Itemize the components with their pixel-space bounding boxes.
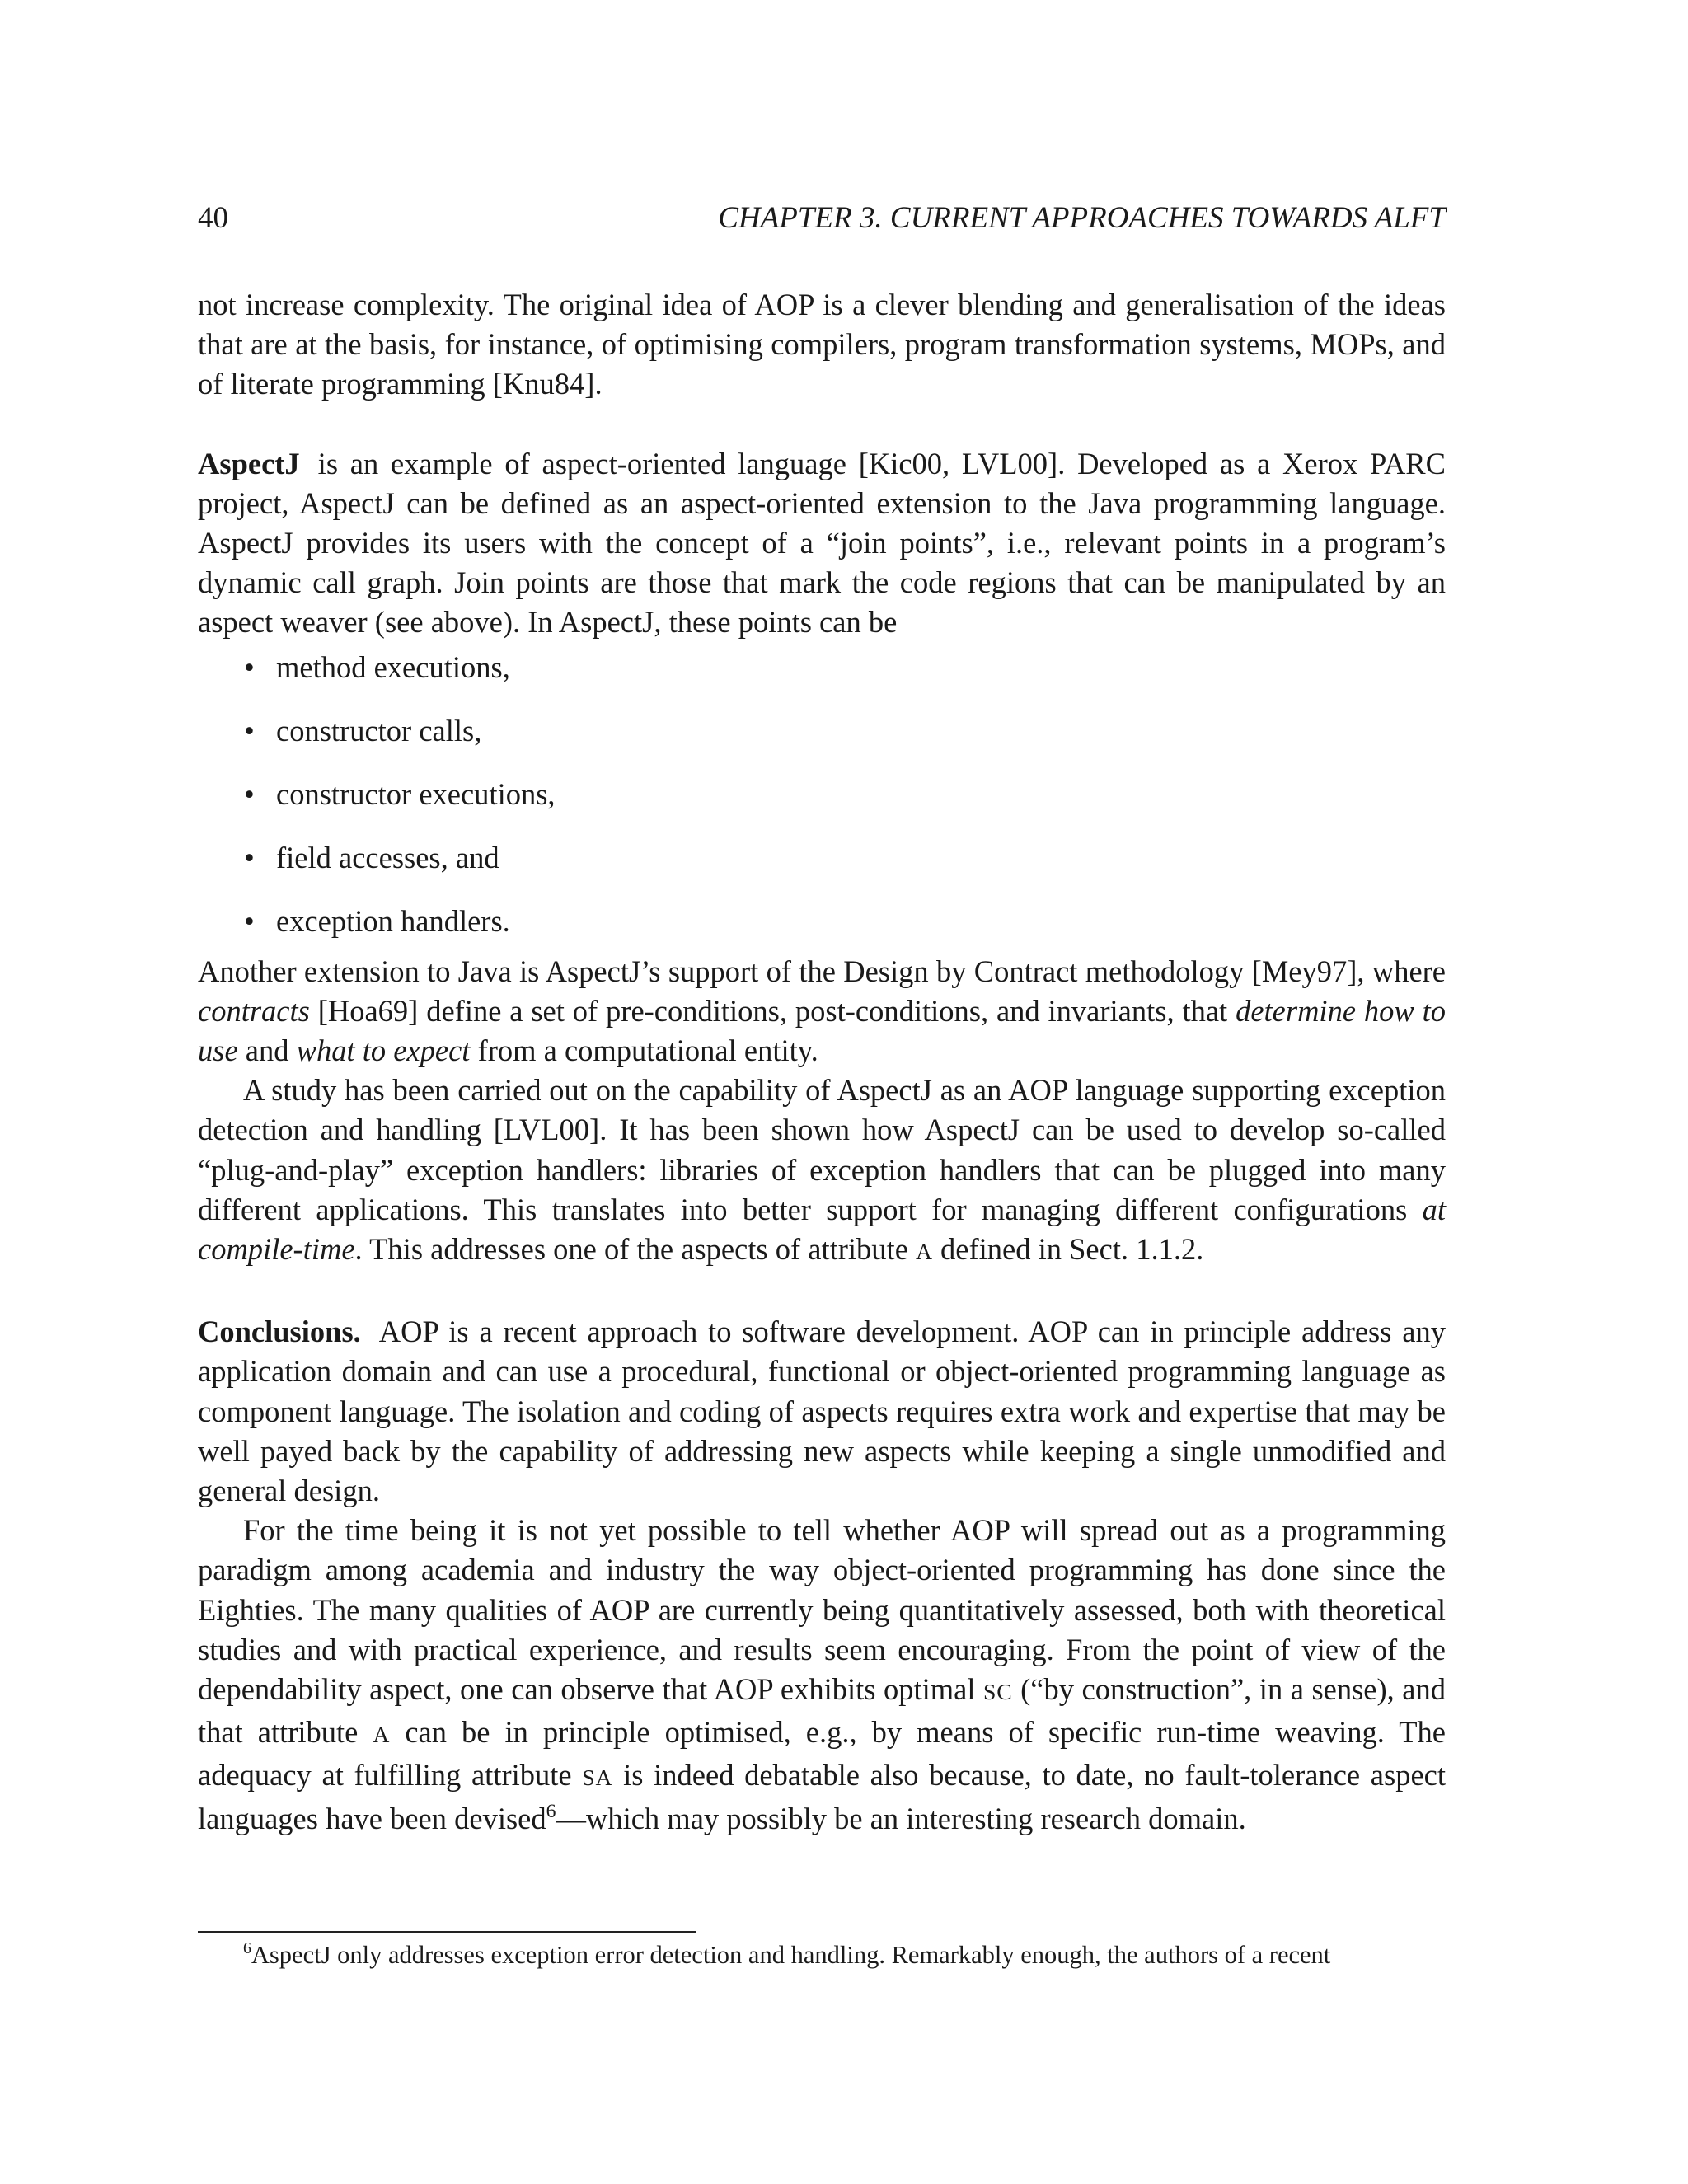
conclusions-text: AOP is a recent approach to software development. AOP can in principle address any application domain and can use a procedural, functional or object-oriented programming language as component language. The isolation and coding of aspects requires extra work and expertise that may be well payed back by the capability of addressing new aspects while keeping a single unmodified and general design. (198, 1315, 1446, 1508)
bullet-icon: • (244, 903, 255, 938)
small-caps-attribute-a: A (373, 1722, 391, 1749)
list-item (198, 838, 1446, 902)
footnote-reference[interactable]: 6 (546, 1800, 556, 1822)
text-run: —which may possibly be an interesting research domain. (556, 1801, 1246, 1835)
text-run: from a computational entity. (470, 1033, 818, 1068)
text-run: For the time being it is not yet possible to tell whether AOP will spread out as a programming paradigm among academia and industry the way object-oriented programming has done since the Eighties. The many qualities of AOP are currently being quantitatively assessed, both with theoretical studies and with practical experience, and results seem encouraging. From the point of view of the dependability aspect, one can observe that AOP exhibits optimal (198, 1513, 1446, 1707)
small-caps-attribute-sa: SA (582, 1765, 613, 1792)
list-item-text: method executions, (276, 649, 510, 684)
chapter-title: CHAPTER 3. CURRENT APPROACHES TOWARDS ALFT (718, 201, 1446, 235)
join-points-list (198, 648, 1446, 947)
list-item-text: field accesses, and (276, 840, 499, 874)
page-number: 40 (198, 201, 228, 235)
small-caps-attribute-a: A (916, 1240, 933, 1266)
footnote-text: AspectJ only addresses exception error detection and handling. Remarkably enough, the authors of a recent (251, 1941, 1331, 1969)
running-head (198, 198, 1446, 239)
bullet-icon: • (244, 649, 255, 684)
body-text (198, 285, 1446, 1839)
italic-at-compile-time: at compile-time (198, 1192, 1446, 1267)
paragraph-aspectj-study (198, 1071, 1446, 1272)
text-run: can be in principle optimised, e.g., by means of specific run-time weaving. The adequacy at fulfilling attribute (198, 1715, 1447, 1793)
paragraph-aop-intro (198, 285, 1446, 405)
paragraph-aop-intro-text: not increase complexity. The original idea of AOP is a clever blending and generalisation of the ideas that are at the basis, for instance, of optimising compilers, program transformation systems, MOPs, and of literate programming [Knu84]. (198, 288, 1446, 401)
paragraph-aspectj (198, 444, 1446, 643)
conclusions-heading: Conclusions. (198, 1315, 361, 1349)
footnote-marker: 6 (243, 1939, 251, 1958)
footnote (198, 1938, 1446, 1971)
bullet-icon: • (244, 713, 255, 748)
text-run: and (237, 1033, 297, 1068)
text-run: is indeed debatable also because, to date, no fault-tolerance aspect languages have been devised (198, 1758, 1447, 1835)
text-run: . This addresses one of the aspects of attribute (354, 1232, 917, 1267)
aspectj-text: is an example of aspect-oriented language [Kic00, LVL00]. Developed as a Xerox PARC project, AspectJ can be defined as an aspect-oriented extension to the Java programming language. AspectJ provides its users with the concept of a “join points”, i.e., relevant points in a program’s dynamic call graph. Join points are those that mark the code regions that can be manipulated by an aspect weaver (see above). In AspectJ, these points can be (198, 446, 1446, 640)
text-run: [Hoa69] define a set of pre-conditions, post-conditions, and invariants, that (309, 993, 1236, 1028)
footnote-divider (198, 1931, 696, 1933)
paragraph-aop-outlook (198, 1511, 1446, 1839)
text-run: Another extension to Java is AspectJ’s support of the Design by Contract methodology [Mey97], where (198, 954, 1446, 988)
list-item (198, 711, 1446, 775)
list-item-text: constructor calls, (276, 713, 482, 748)
paragraph-conclusions (198, 1312, 1446, 1511)
bullet-icon: • (244, 776, 255, 811)
list-item (198, 648, 1446, 711)
small-caps-attribute-sc: SC (983, 1680, 1013, 1706)
text-run: (“by construction”, in a sense), and that attribute (198, 1672, 1447, 1750)
text-run: defined in Sect. 1.1.2. (932, 1232, 1204, 1267)
text-run: A study has been carried out on the capability of AspectJ as an AOP language supporting exception detection and handling [LVL00]. It has been shown how AspectJ can be used to develop so-called “plug-and-play” exception handlers: libraries of exception handlers that can be plugged into many different applications. This translates into better support for managing different configurations (198, 1073, 1446, 1226)
list-item (198, 902, 1446, 947)
paragraph-design-by-contract (198, 952, 1446, 1071)
list-item (198, 775, 1446, 838)
italic-contracts: contracts (198, 993, 310, 1028)
list-item-text: exception handlers. (276, 903, 510, 938)
bullet-icon: • (244, 840, 255, 874)
aspectj-heading: AspectJ (198, 446, 300, 480)
list-item-text: constructor executions, (276, 776, 556, 811)
italic-what-to-expect: what to expect (296, 1033, 471, 1068)
italic-determine-how-to-use: determine how to use (198, 993, 1447, 1068)
